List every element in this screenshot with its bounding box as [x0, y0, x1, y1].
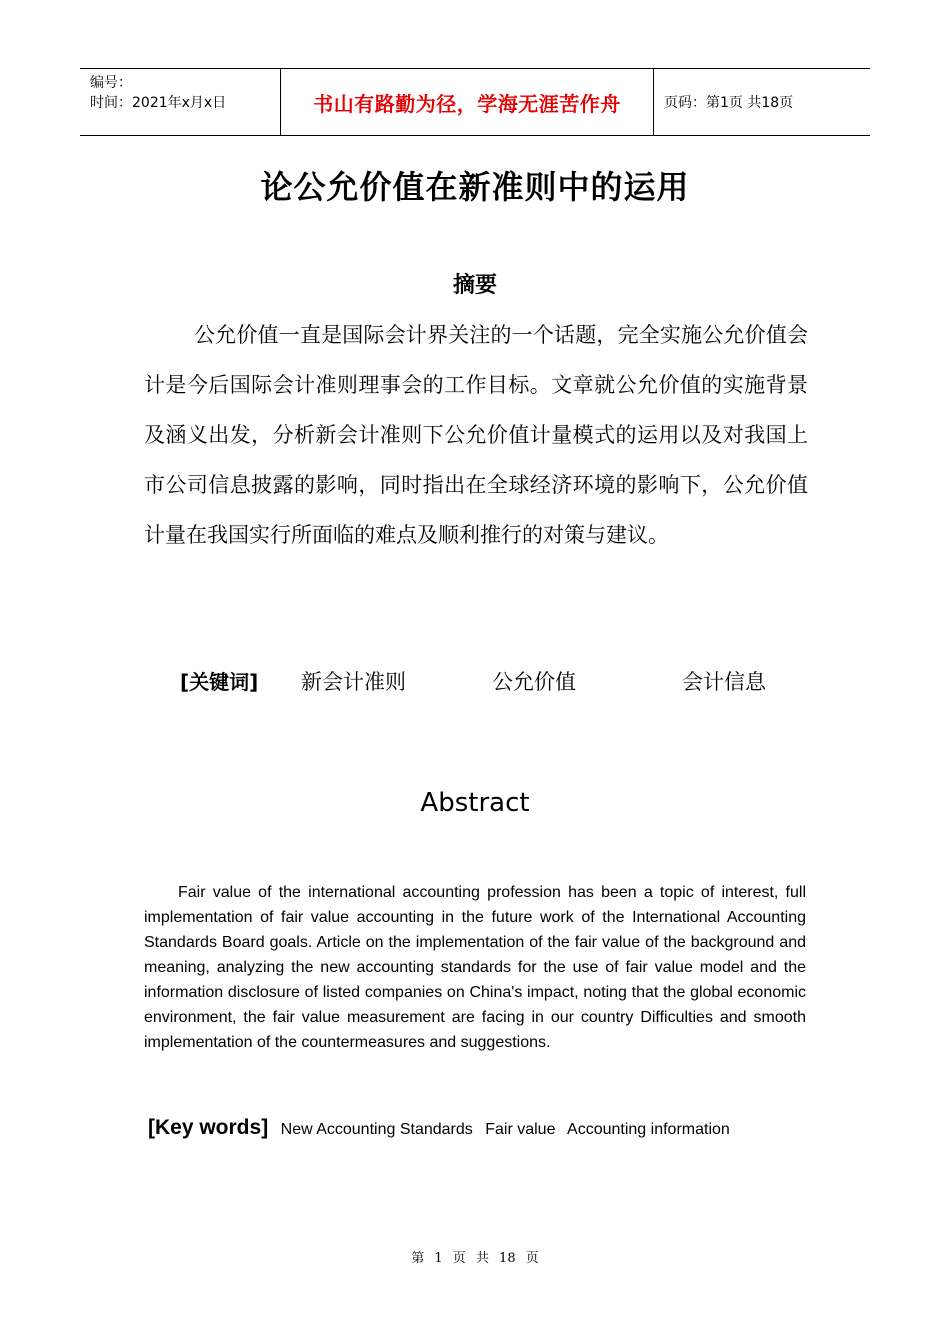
- number-label: 编号：: [90, 75, 132, 91]
- abstract-heading: 摘要: [452, 273, 497, 298]
- chinese-keyword: 会计信息: [682, 670, 766, 694]
- header-motto-cell: [281, 69, 654, 135]
- date-label: 时间：2021年x月x日: [90, 95, 227, 111]
- english-abstract-heading: Abstract: [420, 788, 530, 818]
- english-keywords: [148, 1116, 848, 1140]
- page-footer: 第 1 页 共 18 页: [411, 1251, 539, 1266]
- chinese-keyword: 公允价值: [492, 670, 576, 694]
- chinese-keywords-label: [关键词]: [180, 670, 259, 694]
- chinese-keywords: [180, 662, 820, 702]
- header-page-cell: [654, 69, 870, 135]
- chinese-abstract-paragraph: 公允价值一直是国际会计界关注的一个话题，完全实施公允价值会计是今后国际会计准则理事会的工作目标。文章就公允价值的实施背景及涵义出发，分析新会计准则下公允价值计量模式的运用以及对我国上市公司信息披露的影响，同时指出在全球经济环境的影响下，公允价值计量在我国实行所面临的难点及顺利推行的对策与建议。: [144, 323, 808, 547]
- chinese-keyword: 新会计准则: [301, 670, 406, 694]
- motto-text: 书山有路勤为径，学海无涯苦作舟: [313, 91, 621, 116]
- english-keywords-label: [Key words]: [148, 1116, 269, 1139]
- english-keyword: Fair value: [485, 1121, 556, 1138]
- english-keyword: New Accounting Standards: [280, 1121, 473, 1138]
- header-meta-cell: [80, 69, 281, 135]
- document-header: [80, 68, 870, 136]
- english-abstract-paragraph: Fair value of the international accounting profession has been a topic of interest, full implementation of fair value accounting in the future work of the International Accounting Standards Board goals. Article on the implementation of the fair value of the background and meaning, analyzing the new accounting standards for the use of fair value model and the information disclosure of listed companies on China's impact, noting that the global economic environment, the fair value measurement are facing in our country Difficulties and smooth implementation of the countermeasures and suggestions.: [144, 884, 806, 1051]
- page-code: 页码：第1页 共18页: [664, 95, 794, 111]
- english-keyword: Accounting information: [567, 1121, 730, 1138]
- document-title: 论公允价值在新准则中的运用: [260, 168, 690, 206]
